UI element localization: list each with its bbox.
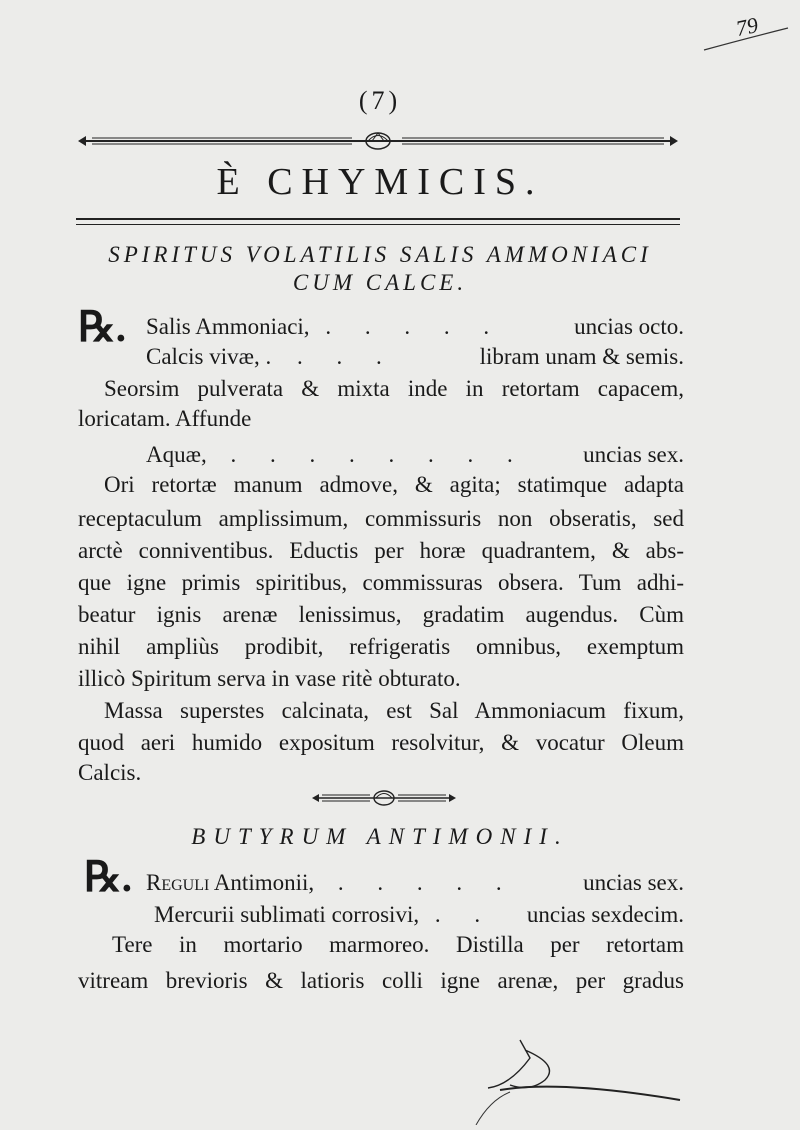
ingredient-dots: . . . . . — [325, 314, 504, 339]
ingredient-amount: uncias sex. — [583, 442, 684, 467]
text-line: Calcis. — [78, 760, 142, 785]
page-number: (7) — [358, 86, 402, 115]
recipe-heading-text: CUM CALCE. — [292, 270, 468, 295]
ingredient-amount: uncias sexdecim. — [526, 902, 684, 927]
ingredient-amount: uncias octo. — [574, 314, 684, 339]
ingredient-name: Mercurii sublimati corrosivi, — [154, 902, 420, 927]
ingredient-line — [146, 342, 684, 372]
ingredient-line — [154, 900, 684, 930]
text-line: receptaculum amplissimum, commissuris non obseratis, sed — [78, 506, 684, 531]
signature-flourish-icon — [470, 1030, 700, 1125]
ornamental-rule-top — [72, 130, 684, 152]
text-line: arctè conniventibus. Eductis per horæ quadrantem, & abs- — [78, 538, 684, 563]
ingredient-name: Aquæ, — [146, 442, 207, 467]
recipe-heading — [80, 824, 680, 850]
ingredient-name-smallcaps: Reguli — [146, 870, 210, 895]
ingredient-dots: . . . . . — [337, 870, 516, 895]
ingredient-line — [146, 440, 684, 470]
title-rule-lower — [76, 224, 680, 225]
recipe-heading-text: BUTYRUM ANTIMONII. — [191, 824, 569, 849]
ingredient-line — [146, 868, 684, 898]
recipe-heading-text: SPIRITUS VOLATILIS SALIS AMMONIACI — [108, 242, 652, 267]
ingredient-dots: . . . . . . . . — [230, 442, 527, 467]
rx-symbol: ℞. — [78, 305, 127, 351]
text-line: Ori retortæ manum admove, & agita; statimque adapta — [104, 472, 684, 497]
text-line: beatur ignis arenæ lenissimus, gradatim augendus. Cùm — [78, 602, 684, 627]
text-line: que igne primis spiritibus, commissuras obsera. Tum adhi- — [78, 570, 684, 595]
ingredient-line — [146, 312, 684, 342]
ornamental-rule-middle — [308, 788, 460, 808]
ingredient-dots: . . . — [296, 344, 396, 369]
ingredient-amount: uncias sex. — [583, 870, 684, 895]
text-line: loricatam. Affunde — [78, 406, 252, 431]
corner-handwritten-mark — [700, 10, 792, 55]
ingredient-dots: . . — [434, 902, 495, 927]
text-line: illicò Spiritum serva in vase ritè obturato. — [78, 666, 461, 691]
handwritten-flourish — [470, 1030, 700, 1125]
text-line: Seorsim pulverata & mixta inde in retortam capacem, — [104, 376, 684, 401]
recipe-body — [78, 850, 684, 1010]
ornament-flourish-icon — [72, 130, 684, 152]
rx-symbol: ℞. — [84, 855, 133, 901]
ingredient-amount: libram unam & semis. — [479, 344, 684, 369]
page-title: È CHYMICIS. — [216, 161, 544, 203]
recipe-heading-line1 — [80, 242, 680, 268]
corner-mark-text: 79 — [733, 11, 761, 42]
text-line: Massa superstes calcinata, est Sal Ammoniacum fixum, — [104, 698, 684, 723]
title-rule-upper — [76, 218, 680, 220]
ingredient-name: Salis Ammoniaci, — [146, 314, 310, 339]
text-line: Tere in mortario marmoreo. Distilla per retortam — [112, 932, 684, 957]
text-line: nihil ampliùs prodibit, refrigeratis omnibus, exemptum — [78, 634, 684, 659]
text-line: vitream brevioris & latioris colli igne arenæ, per gradus — [78, 968, 684, 993]
ingredient-name: Calcis vivæ, . — [146, 344, 272, 369]
text-line: quod aeri humido expositum resolvitur, & vocatur Oleum — [78, 730, 684, 755]
ornament-flourish-icon — [308, 788, 460, 808]
ingredient-name: Antimonii, — [213, 870, 315, 895]
recipe-heading-line2 — [80, 270, 680, 296]
